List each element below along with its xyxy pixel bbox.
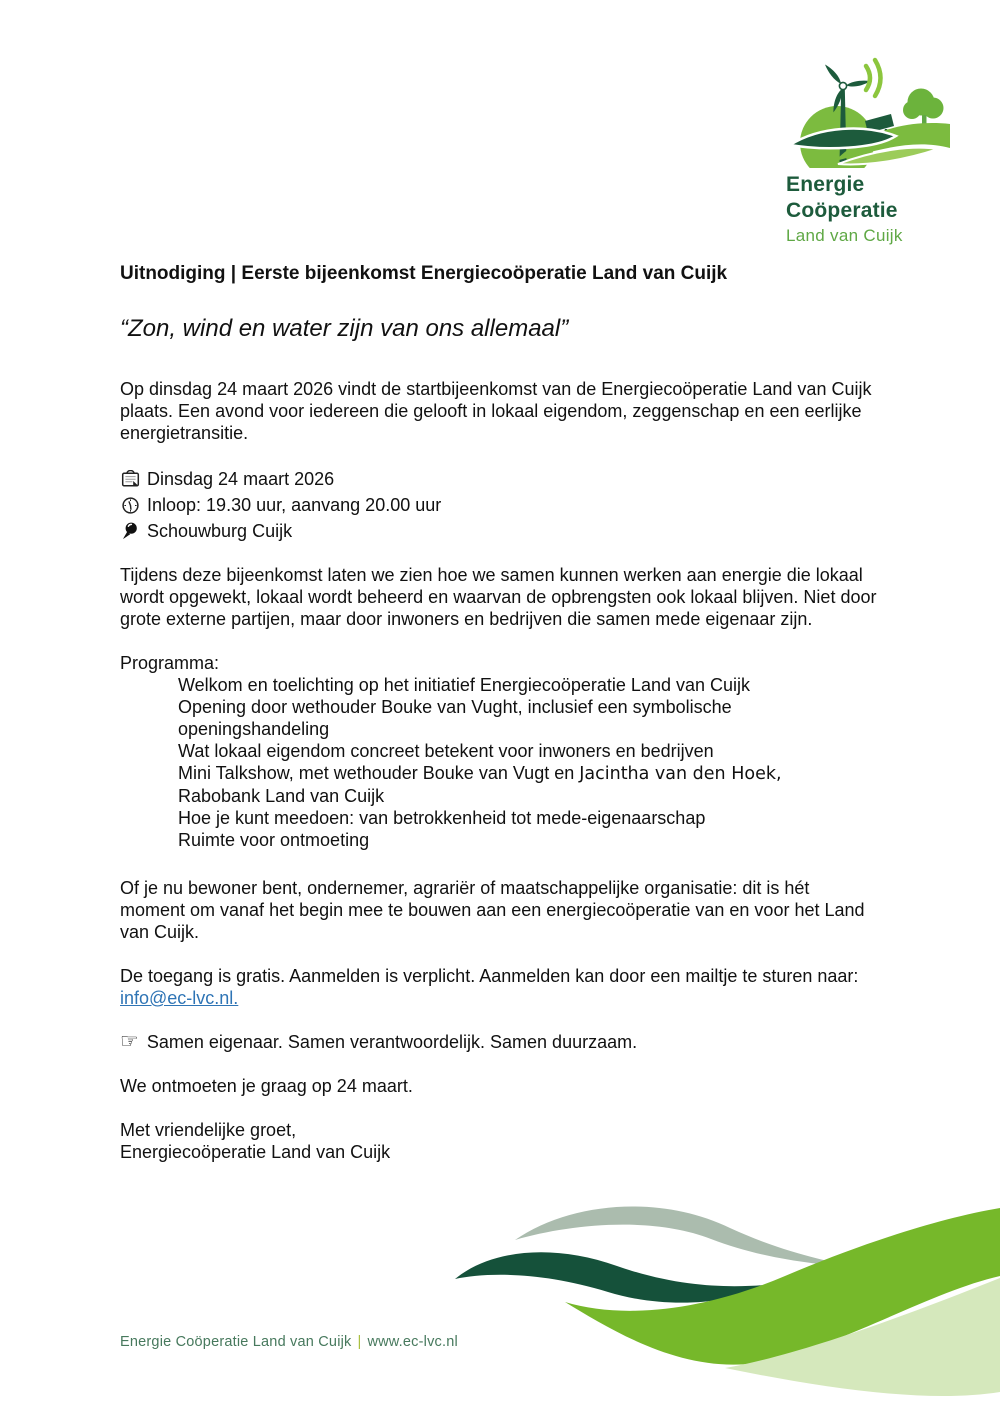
signoff-block (120, 1119, 877, 1163)
event-time-line (120, 492, 877, 518)
event-date-line (120, 466, 877, 492)
turbine-blades (823, 63, 871, 113)
cta-line (120, 1031, 877, 1053)
program-section (120, 652, 877, 851)
headline-quote: “Zon, wind en water zijn van ons allemaal” (120, 315, 569, 342)
calendar-icon (120, 470, 140, 489)
cta-text: Samen eigenaar. Samen verantwoordelijk. Samen duurzaam. (146, 1032, 638, 1052)
event-time: Inloop: 19.30 uur, aanvang 20.00 uur (147, 495, 442, 515)
footer-separator: | (357, 1334, 362, 1350)
meeting-paragraph: Tijdens deze bijeenkomst laten we zien hoe we samen kunnen werken aan energie die lokaal wordt opgewekt, lokaal wordt beheerd en waarvan de opbrengsten ook lokaal blijven. Niet door grote externe partijen, maar door inwoners en bedrijven die samen mede eigenaar zijn. (120, 565, 877, 629)
event-location-line (120, 518, 877, 544)
document-title: Uitnodiging | Eerste bijeenkomst Energiecoöperatie Land van Cuijk (120, 263, 728, 284)
intro-paragraph: Op dinsdag 24 maart 2026 vindt de startbijeenkomst van de Energiecoöperatie Land van Cuijk plaats. Een avond voor iedereen die gelooft in lokaal eigendom, zeggenschap en een eerlijke energietransitie. (120, 379, 872, 443)
signal-arcs-icon (866, 60, 881, 96)
logo-wordmark (786, 172, 950, 248)
program-item-talkshow-suffix: Rabobank Land van Cuijk (178, 786, 385, 806)
signoff-greeting: Met vriendelijke groet, (120, 1120, 297, 1140)
signoff-organisation: Energiecoöperatie Land van Cuijk (120, 1142, 391, 1162)
footer-wave-graphic (430, 1180, 1000, 1416)
program-list (178, 674, 838, 851)
event-details (120, 466, 877, 544)
program-item-talkshow-guest: Jacintha van den Hoek, (579, 764, 782, 784)
letter-body (120, 262, 877, 1163)
program-item: Wat lokaal eigendom concreet betekent voor inwoners en bedrijven (178, 741, 714, 761)
program-item: Ruimte voor ontmoeting (178, 830, 370, 850)
program-item-talkshow (178, 762, 838, 807)
clock-icon (120, 496, 140, 515)
registration-text: De toegang is gratis. Aanmelden is verplicht. Aanmelden kan door een mailtje te sturen naar: (120, 966, 859, 986)
footer-org-name: Energie Coöperatie Land van Cuijk (120, 1334, 352, 1350)
program-item: Welkom en toelichting op het initiatief Energiecoöperatie Land van Cuijk (178, 675, 751, 695)
wave-dark-green (455, 1252, 765, 1302)
email-link[interactable]: info@ec-lvc.nl. (120, 988, 239, 1008)
pin-icon (120, 521, 140, 541)
org-logo (780, 50, 950, 248)
closing-paragraph: We ontmoeten je graag op 24 maart. (120, 1076, 413, 1096)
footer-website: www.ec-lvc.nl (367, 1334, 458, 1350)
program-item: Hoe je kunt meedoen: van betrokkenheid tot mede-eigenaarschap (178, 808, 706, 828)
program-heading: Programma: (120, 653, 220, 673)
program-item-talkshow-prefix: Mini Talkshow, met wethouder Bouke van Vugt en (178, 763, 580, 783)
program-item: Opening door wethouder Bouke van Vught, inclusief een symbolische openingshandeling (178, 697, 732, 739)
pointing-hand-icon: ☞ (120, 1030, 139, 1053)
energy-cooperative-logo-graphic (780, 50, 950, 168)
event-location: Schouwburg Cuijk (147, 521, 293, 541)
event-date: Dinsdag 24 maart 2026 (147, 469, 335, 489)
audience-paragraph: Of je nu bewoner bent, ondernemer, agrariër of maatschappelijke organisatie: dit is hét moment om vanaf het begin mee te bouwen aan een energiecoöperatie van en voor het Land van Cuijk. (120, 878, 865, 942)
registration-block (120, 965, 877, 1009)
logo-text-cooperatie: Coöperatie (786, 199, 898, 222)
logo-text-land-van-cuijk: Land van Cuijk (786, 226, 903, 245)
footer-bar (120, 1334, 458, 1350)
logo-text-energie: Energie (786, 173, 865, 196)
